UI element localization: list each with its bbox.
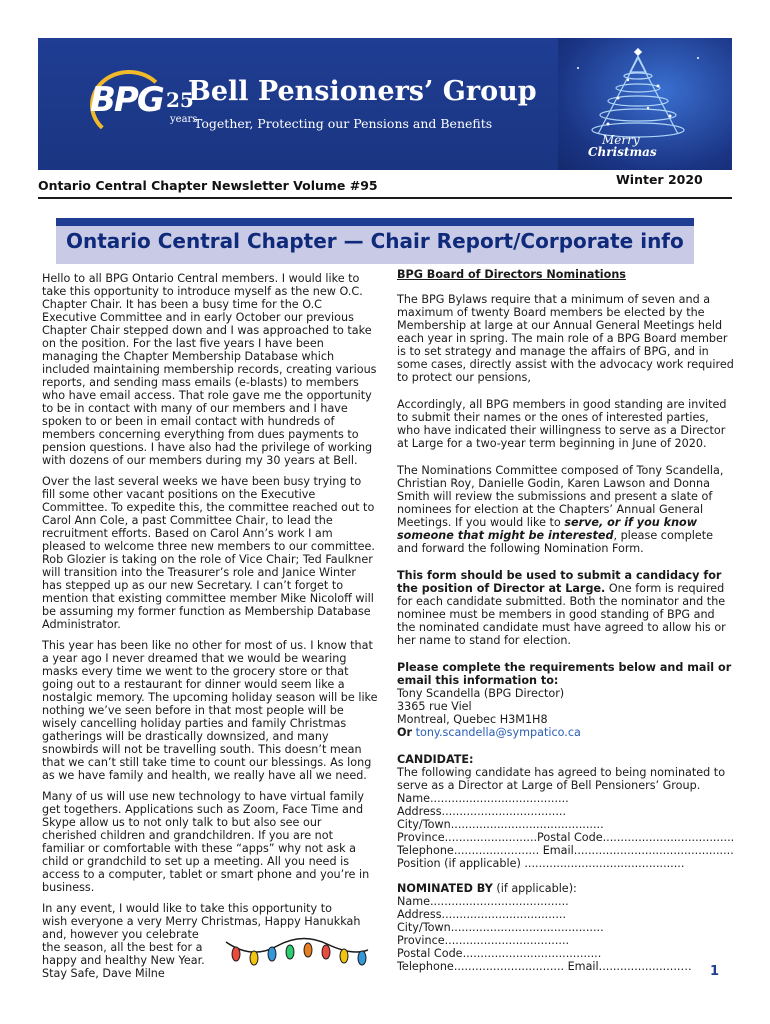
p3-start: The Nominations Committee composed of Tony Scandella, Christian Roy, Danielle Godin, Karen Lawson and Donna Smith will review the submissions and present a slate of nominees for election at the Chapters’ Annual General Meetings. If you would like to <box>397 464 724 529</box>
nominations-column <box>397 268 735 973</box>
closing-line-5: happy and healthy New Year. <box>42 954 205 967</box>
nominator-name-field: Name....................................... <box>397 895 569 908</box>
closing-line-2: wish everyone a very Merry Christmas, Happy Hanukkah <box>42 915 361 928</box>
or-label: Or <box>397 726 413 739</box>
nominations-paragraph-2: Accordingly, all BPG members in good standing are invited to submit their names or the ones of interested parties, who have indicated their willingness to serve as a Director at Large for a two-year term beginning in June of 2020. <box>397 398 727 450</box>
christmas-tree-image <box>558 38 732 170</box>
nominated-heading-line <box>397 882 735 895</box>
p4-bold: This form should be used to submit a candidacy for the position of Director at Large. <box>397 569 722 595</box>
mail-name: Tony Scandella (BPG Director) <box>397 687 565 700</box>
page-title: Ontario Central Chapter — Chair Report/Corporate info <box>66 229 684 253</box>
nominator-city-field: City/Town........................................... <box>397 921 604 934</box>
chair-report-paragraph-3: This year has been like no other for most of us. I know that a year ago I never dreamed that we would be wearing masks every time we went to the grocery store or that going out to a restaurant for dinner would seem like a nostalgic memory. The upcoming holiday season will be like nothing we’ve seen before in that most people will be wisely cancelling holiday parties and family Christmas gatherings will be drastically downsized, and many snowbirds will not be travelling south. This doesn’t mean that we can’t still take time to count our blessings. As long as we have family and health, we really have all we need. <box>42 639 378 782</box>
candidate-telephone-field: Telephone........................ Email............................................. <box>397 844 734 857</box>
candidate-city-field: City/Town........................................... <box>397 818 604 831</box>
merry-word: Merry <box>602 133 640 147</box>
candidate-section <box>397 753 735 870</box>
nominated-heading: NOMINATED BY <box>397 882 493 895</box>
closing-line-3: and, however you celebrate <box>42 928 199 941</box>
logo-text: BPG <box>90 80 163 120</box>
candidate-intro: The following candidate has agreed to being nominated to serve as a Director at Large of Bell Pensioners’ Group. <box>397 766 726 792</box>
header-divider <box>38 197 732 199</box>
nominator-province-field: Province................................... <box>397 934 570 947</box>
newsletter-volume: Ontario Central Chapter Newsletter Volume #95 <box>38 178 378 193</box>
mail-city: Montreal, Quebec H3M1H8 <box>397 713 548 726</box>
nominator-telephone-field: Telephone............................... Email.......................… <box>397 960 692 973</box>
closing-line-4: the season, all the best for a <box>42 941 203 954</box>
logo-years-word: years <box>170 114 198 125</box>
newsletter-season: Winter 2020 <box>616 172 703 187</box>
nominator-address-field: Address................................... <box>397 908 567 921</box>
candidate-province-field: Province..........................Postal Code..................................... <box>397 831 735 844</box>
nominated-by-section <box>397 882 735 973</box>
closing-signature: Stay Safe, Dave Milne <box>42 967 165 980</box>
nominated-suffix: (if applicable): <box>492 882 577 895</box>
mail-heading: Please complete the requirements below and mail or email this information to: <box>397 661 732 687</box>
p3-emphasis: serve, or if you know someone that might be interested <box>397 516 698 542</box>
candidate-heading: CANDIDATE: <box>397 753 474 766</box>
p3-end: , please complete and forward the following Nomination Form. <box>397 529 714 555</box>
candidate-address-field: Address................................... <box>397 805 567 818</box>
nominations-paragraph-4 <box>397 569 735 647</box>
page-number: 1 <box>710 964 720 979</box>
mailing-info <box>397 661 735 739</box>
bpg-logo <box>90 70 198 142</box>
nominations-heading: BPG Board of Directors Nominations <box>397 268 626 281</box>
mail-street: 3365 rue Viel <box>397 700 472 713</box>
logo-years-number: 25 <box>166 88 194 112</box>
chair-report-paragraph-4: Many of us will use new technology to have virtual family get togethers. Applications such as Zoom, Face Time and Skype allow us to not only talk to but also see our cherished children and grandchildren. If you are not familiar or comfortable with these “apps” why not ask a child or grandchild to set up a meeting. All you need is access to a computer, tablet or smart phone and you’re in business. <box>42 790 370 894</box>
chair-report-column <box>42 272 378 980</box>
nominations-paragraph-3 <box>397 464 735 555</box>
header-banner <box>38 38 732 170</box>
nominations-paragraph-1: The BPG Bylaws require that a minimum of seven and a maximum of twenty Board members be elected by the Membership at large at our Annual General Meetings held each year in spring. The main role of a BPG Board member is to set strategy and manage the affairs of BPG, and in some cases, directly assist with the advocacy work required to protect our pensions, <box>397 293 734 384</box>
chair-report-paragraph-2: Over the last several weeks we have been busy trying to fill some other vacant positions on the Executive Committee. To expedite this, the committee reached out to Carol Ann Cole, a past Committee Chair, to lead the recruitment efforts. Based on Carol Ann’s work I am pleased to welcome three new members to our committee. Rob Glozier is taking on the role of Vice Chair; Ted Faulkner will transition into the Treasurer’s role and Janice Winter has stepped up as our new Secretary. I can’t forget to mention that existing committee member Mike Nicoloff will be assuming my former function as Membership Database Administrator. <box>42 475 375 631</box>
p4-rest: One form is required for each candidate submitted. Both the nominator and the nominee must be members in good standing of BPG and the nominated candidate must have agreed to allow his or her name to stand for election. <box>397 582 726 647</box>
group-tagline: Together, Protecting our Pensions and Benefits <box>194 116 493 131</box>
merry-christmas-text <box>588 134 657 158</box>
email-link[interactable]: tony.scandella@sympatico.ca <box>415 726 581 739</box>
chair-report-paragraph-1: Hello to all BPG Ontario Central members. I would like to take this opportunity to introduce myself as the new O.C. Chapter Chair. It has been a busy time for the O.C Executive Committee and in early October our previous Chapter Chair stepped down and I was approached to take on the position. For the last five years I have been managing the Chapter Membership Database which included maintaining membership records, creating various reports, and sending mass emails (e-blasts) to members who have email access. That role gave me the opportunity to be in contact with many of our members and I have spoken to or been in email contact with hundreds of members concerning everything from dues payments to pension questions. I have also had the privilege of working with dozens of our members during my 30 years at Bell. <box>42 272 377 467</box>
candidate-position-field: Position (if applicable) ............................................. <box>397 857 685 870</box>
christmas-word: Christmas <box>588 145 657 159</box>
holiday-lights-icon <box>222 920 372 970</box>
closing-line-1: In any event, I would like to take this opportunity to <box>42 902 332 915</box>
nominator-postal-field: Postal Code....................................... <box>397 947 602 960</box>
group-name: Bell Pensioners’ Group <box>188 76 537 107</box>
candidate-name-field: Name....................................... <box>397 792 569 805</box>
mail-email-line <box>397 726 735 739</box>
